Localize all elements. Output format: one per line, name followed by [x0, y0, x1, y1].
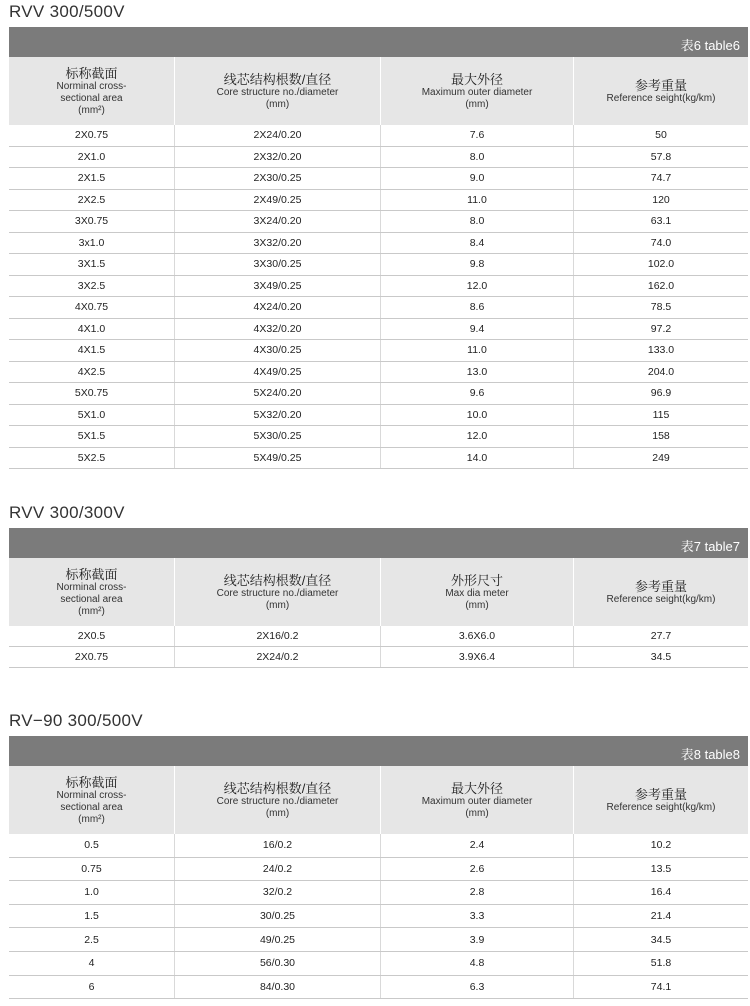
- table-row: [9, 405, 748, 427]
- header-en: Norminal cross-: [56, 789, 127, 801]
- table-body: [9, 125, 748, 469]
- cell-core-structure: 2X32/0.20: [175, 147, 381, 168]
- header-en: (mm): [265, 599, 290, 611]
- cell-weight: 74.1: [650, 980, 672, 993]
- cell-core-structure: 2X30/0.25: [175, 168, 381, 189]
- header-cross-section: [9, 558, 175, 626]
- table-header: [9, 766, 748, 834]
- cell-diameter: 2.8: [381, 881, 574, 904]
- cell-diameter: 9.6: [381, 383, 574, 404]
- cell-cross-section: 5X0.75: [9, 383, 175, 404]
- cell-cross-section: 2X1.0: [9, 147, 175, 168]
- header-outer-diameter: [381, 57, 574, 125]
- header-core-structure: [175, 57, 381, 125]
- header-cn: 线芯结构根数/直径: [223, 71, 332, 87]
- table-body: [9, 626, 748, 668]
- cell-cross-section: 2X1.5: [9, 168, 175, 189]
- cell-cross-section: 0.5: [9, 834, 175, 857]
- cell-diameter: 3.9X6.4: [381, 647, 574, 667]
- header-en: (mm): [265, 807, 290, 819]
- cell-weight: 57.8: [650, 150, 672, 163]
- cell-cross-section: 0.75: [9, 858, 175, 881]
- cell-cross-section: 4X2.5: [9, 362, 175, 383]
- cell-diameter: 9.0: [381, 168, 574, 189]
- table-row: [9, 881, 748, 905]
- header-en: (mm²): [78, 104, 105, 116]
- cell-cross-section: 6: [9, 976, 175, 999]
- cell-cross-section: 4: [9, 952, 175, 975]
- table-row: [9, 168, 748, 190]
- cell-diameter: 2.6: [381, 858, 574, 881]
- cell-cross-section: 4X1.5: [9, 340, 175, 361]
- header-cn: 参考重量: [634, 786, 687, 802]
- header-en: sectional area: [60, 801, 123, 813]
- table-row: [9, 340, 748, 362]
- header-cn: 最大外径: [450, 780, 503, 796]
- table-label: 表8 table8: [680, 747, 740, 762]
- cell-weight: 158: [652, 430, 670, 443]
- cell-core-structure: 30/0.25: [175, 905, 381, 928]
- cell-core-structure: 5X49/0.25: [175, 448, 381, 469]
- table-row: [9, 276, 748, 298]
- table-row: [9, 928, 748, 952]
- table-row: [9, 254, 748, 276]
- table-row: [9, 362, 748, 384]
- cell-weight: 97.2: [650, 322, 672, 335]
- cell-core-structure: 2X16/0.2: [175, 626, 381, 646]
- cell-diameter: 2.4: [381, 834, 574, 857]
- header-cn: 线芯结构根数/直径: [223, 572, 332, 588]
- cell-diameter: 8.6: [381, 297, 574, 318]
- cell-cross-section: 4X1.0: [9, 319, 175, 340]
- cell-diameter: 13.0: [381, 362, 574, 383]
- header-weight: [574, 57, 748, 125]
- cell-weight: 34.5: [650, 651, 672, 663]
- cell-cross-section: 3x1.0: [9, 233, 175, 254]
- table-label: 表7 table7: [680, 539, 740, 554]
- table-row: [9, 211, 748, 233]
- header-en: Norminal cross-: [56, 80, 127, 92]
- cell-weight: 162.0: [647, 279, 675, 292]
- cell-diameter: 9.4: [381, 319, 574, 340]
- cell-diameter: 4.8: [381, 952, 574, 975]
- cell-cross-section: 5X2.5: [9, 448, 175, 469]
- cell-diameter: 6.3: [381, 976, 574, 999]
- header-cn: 标称截面: [65, 774, 118, 790]
- cell-core-structure: 56/0.30: [175, 952, 381, 975]
- table-row: [9, 426, 748, 448]
- header-weight: [574, 766, 748, 834]
- cell-cross-section: 3X0.75: [9, 211, 175, 232]
- cell-core-structure: 3X30/0.25: [175, 254, 381, 275]
- table-row: [9, 952, 748, 976]
- table-header: [9, 57, 748, 125]
- cell-diameter: 14.0: [381, 448, 574, 469]
- cell-weight: 133.0: [647, 344, 675, 357]
- table-header: [9, 558, 748, 626]
- header-cn: 标称截面: [65, 65, 118, 81]
- cell-weight: 27.7: [650, 630, 672, 642]
- header-en: Core structure no./diameter: [216, 587, 339, 599]
- cell-diameter: 8.0: [381, 211, 574, 232]
- table-caption-bar: [9, 27, 748, 57]
- cell-diameter: 12.0: [381, 276, 574, 297]
- header-outer-diameter: [381, 766, 574, 834]
- cell-weight: 78.5: [650, 301, 672, 314]
- header-cn: 标称截面: [65, 566, 118, 582]
- cell-weight: 120: [652, 193, 670, 206]
- cell-core-structure: 24/0.2: [175, 858, 381, 881]
- header-en: Core structure no./diameter: [216, 86, 339, 98]
- cell-weight: 13.5: [650, 862, 672, 875]
- cell-weight: 16.4: [650, 886, 672, 899]
- table-row: [9, 319, 748, 341]
- table-row: [9, 147, 748, 169]
- table-row: [9, 190, 748, 212]
- table-body: [9, 834, 748, 999]
- header-en: Reference seight(kg/km): [606, 801, 716, 813]
- cell-core-structure: 32/0.2: [175, 881, 381, 904]
- table-row: [9, 448, 748, 470]
- cell-cross-section: 1.5: [9, 905, 175, 928]
- cell-core-structure: 2X49/0.25: [175, 190, 381, 211]
- header-en: (mm): [265, 98, 290, 110]
- cell-diameter: 10.0: [381, 405, 574, 426]
- cell-weight: 50: [655, 129, 667, 142]
- cell-weight: 204.0: [647, 365, 675, 378]
- cell-core-structure: 3X32/0.20: [175, 233, 381, 254]
- cell-diameter: 3.3: [381, 905, 574, 928]
- cell-core-structure: 5X24/0.20: [175, 383, 381, 404]
- cell-core-structure: 5X32/0.20: [175, 405, 381, 426]
- cell-core-structure: 5X30/0.25: [175, 426, 381, 447]
- table-row: [9, 834, 748, 858]
- header-en: Norminal cross-: [56, 581, 127, 593]
- table-row: [9, 858, 748, 882]
- cell-cross-section: 1.0: [9, 881, 175, 904]
- header-cn: 最大外径: [450, 71, 503, 87]
- cell-weight: 249: [652, 451, 670, 464]
- header-en: (mm): [465, 599, 489, 611]
- table-caption-bar: [9, 736, 748, 766]
- cell-weight: 74.7: [650, 172, 672, 185]
- header-max-dia: [381, 558, 574, 626]
- cell-cross-section: 2X0.75: [9, 647, 175, 667]
- cell-weight: 34.5: [650, 933, 672, 946]
- cell-cross-section: 3X1.5: [9, 254, 175, 275]
- cell-cross-section: 2.5: [9, 928, 175, 951]
- header-core-structure: [175, 766, 381, 834]
- section-title: RVV 300/300V: [9, 503, 125, 522]
- cell-weight: 74.0: [650, 236, 672, 249]
- cell-weight: 115: [652, 408, 670, 421]
- cell-core-structure: 2X24/0.2: [175, 647, 381, 667]
- cell-core-structure: 4X30/0.25: [175, 340, 381, 361]
- cell-core-structure: 4X32/0.20: [175, 319, 381, 340]
- cell-diameter: 8.0: [381, 147, 574, 168]
- cell-core-structure: 4X49/0.25: [175, 362, 381, 383]
- cell-core-structure: 3X24/0.20: [175, 211, 381, 232]
- table-row: [9, 297, 748, 319]
- cell-core-structure: 84/0.30: [175, 976, 381, 999]
- header-core-structure: [175, 558, 381, 626]
- header-en: Reference seight(kg/km): [606, 92, 716, 104]
- cell-weight: 63.1: [650, 215, 672, 228]
- cell-diameter: 9.8: [381, 254, 574, 275]
- header-en: (mm²): [78, 605, 105, 617]
- table-row: [9, 626, 748, 647]
- cell-weight: 96.9: [650, 387, 672, 400]
- table-row: [9, 905, 748, 929]
- cell-cross-section: 2X0.5: [9, 626, 175, 646]
- cell-diameter: 11.0: [381, 340, 574, 361]
- header-en: Maximum outer diameter: [421, 795, 533, 807]
- table-label: 表6 table6: [680, 38, 740, 53]
- cell-diameter: 3.6X6.0: [381, 626, 574, 646]
- cell-cross-section: 2X0.75: [9, 125, 175, 146]
- table-row: [9, 233, 748, 255]
- header-weight: [574, 558, 748, 626]
- header-en: sectional area: [60, 593, 123, 605]
- header-en: Max dia meter: [445, 587, 509, 599]
- cell-core-structure: 4X24/0.20: [175, 297, 381, 318]
- header-cn: 外形尺寸: [450, 572, 503, 588]
- cell-cross-section: 4X0.75: [9, 297, 175, 318]
- cell-diameter: 3.9: [381, 928, 574, 951]
- cell-core-structure: 2X24/0.20: [175, 125, 381, 146]
- header-en: (mm²): [78, 813, 105, 825]
- table-row: [9, 383, 748, 405]
- header-cross-section: [9, 57, 175, 125]
- section-title: RV−90 300/500V: [9, 711, 143, 730]
- header-en: (mm): [465, 807, 489, 819]
- cell-weight: 102.0: [647, 258, 675, 271]
- cell-cross-section: 2X2.5: [9, 190, 175, 211]
- table-caption-bar: [9, 528, 748, 558]
- cell-weight: 10.2: [650, 839, 672, 852]
- cell-core-structure: 16/0.2: [175, 834, 381, 857]
- cell-cross-section: 5X1.0: [9, 405, 175, 426]
- table-row: [9, 647, 748, 668]
- header-en: Maximum outer diameter: [421, 86, 533, 98]
- cell-diameter: 8.4: [381, 233, 574, 254]
- header-en: (mm): [465, 98, 489, 110]
- cell-cross-section: 5X1.5: [9, 426, 175, 447]
- cell-diameter: 12.0: [381, 426, 574, 447]
- header-cn: 线芯结构根数/直径: [223, 780, 332, 796]
- header-en: Core structure no./diameter: [216, 795, 339, 807]
- cell-weight: 51.8: [650, 957, 672, 970]
- table-row: [9, 976, 748, 1000]
- header-cross-section: [9, 766, 175, 834]
- section-title: RVV 300/500V: [9, 2, 125, 21]
- cell-cross-section: 3X2.5: [9, 276, 175, 297]
- header-cn: 参考重量: [634, 578, 687, 594]
- cell-diameter: 11.0: [381, 190, 574, 211]
- header-cn: 参考重量: [634, 77, 687, 93]
- table-row: [9, 125, 748, 147]
- header-en: sectional area: [60, 92, 123, 104]
- cell-core-structure: 49/0.25: [175, 928, 381, 951]
- header-en: Reference seight(kg/km): [606, 593, 716, 605]
- cell-weight: 21.4: [650, 910, 672, 923]
- cell-core-structure: 3X49/0.25: [175, 276, 381, 297]
- cell-diameter: 7.6: [381, 125, 574, 146]
